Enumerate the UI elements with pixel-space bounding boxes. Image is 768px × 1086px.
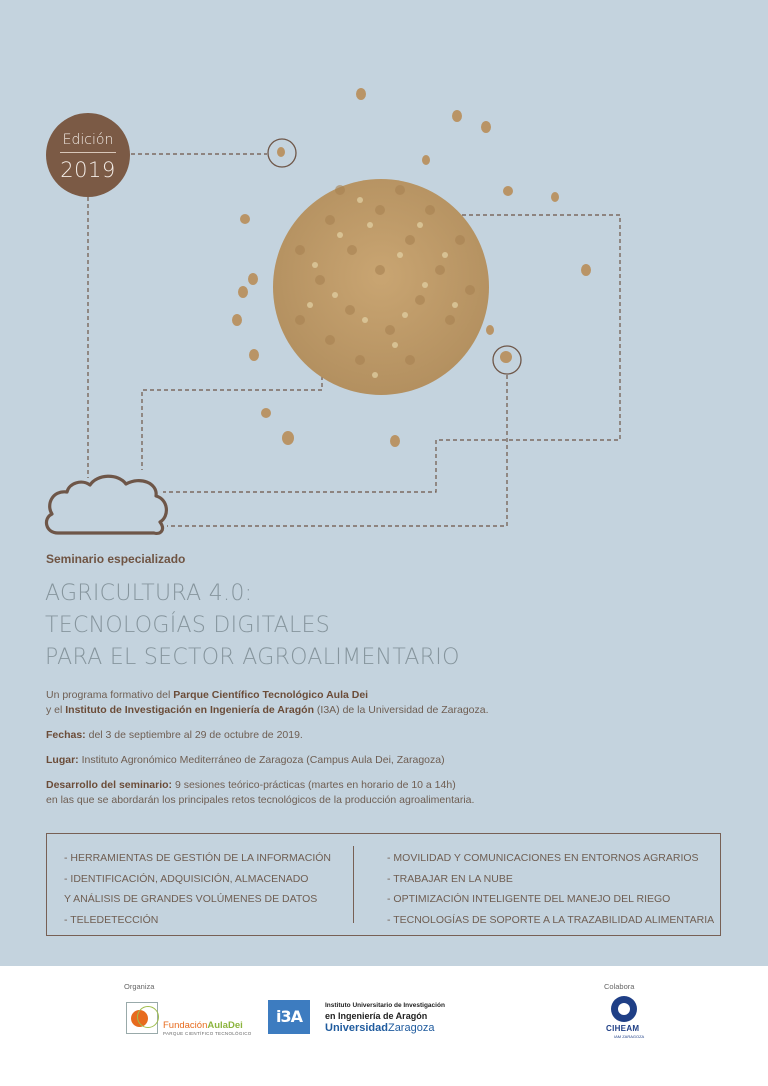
edition-year: 2019 bbox=[60, 158, 116, 182]
description bbox=[46, 688, 726, 818]
fad-emblem bbox=[126, 1002, 158, 1034]
topic-item: - TELEDETECCIÓN bbox=[64, 913, 159, 926]
topics-divider bbox=[353, 846, 354, 923]
buckwheat-pile bbox=[273, 179, 489, 395]
cloud-icon bbox=[46, 476, 166, 533]
colabora-label: Colabora bbox=[604, 982, 635, 991]
badge-divider bbox=[60, 152, 116, 153]
dates-value: del 3 de septiembre al 29 de octubre de 2019. bbox=[85, 729, 303, 741]
organiza-label: Organiza bbox=[124, 982, 155, 991]
topic-item: - TECNOLOGÍAS DE SOPORTE A LA TRAZABILIDAD ALIMENTARIA bbox=[387, 913, 715, 926]
title-line-3: PARA EL SECTOR AGROALIMENTARIO bbox=[45, 645, 460, 670]
intro-paragraph bbox=[46, 688, 726, 718]
topic-item: - HERRAMIENTAS DE GESTIÓN DE LA INFORMACIÓN bbox=[64, 852, 332, 864]
eyebrow: Seminario especializado bbox=[46, 552, 186, 566]
topic-item: - OPTIMIZACIÓN INTELIGENTE DEL MANEJO DEL RIEGO bbox=[387, 893, 671, 905]
i3a-university-bold: Universidad bbox=[325, 1022, 388, 1034]
intro-text-2: y el bbox=[46, 704, 66, 716]
edition-label: Edición bbox=[62, 132, 114, 148]
topic-item: Y ANÁLISIS DE GRANDES VOLÚMENES DE DATOS bbox=[64, 893, 318, 905]
topic-item: - MOVILIDAD Y COMUNICACIONES EN ENTORNOS AGRARIOS bbox=[387, 852, 699, 864]
ciheam-emblem bbox=[611, 996, 637, 1022]
fundacion-aula-dei-logo[interactable] bbox=[126, 1002, 250, 1034]
venue-paragraph bbox=[46, 753, 726, 768]
i3a-line-2: en Ingeniería de Aragón bbox=[325, 1011, 428, 1021]
institute-name: Instituto de Investigación en Ingeniería de Aragón bbox=[65, 704, 314, 716]
venue-value: Instituto Agronómico Mediterráneo de Zaragoza (Campus Aula Dei, Zaragoza) bbox=[78, 754, 445, 766]
dates-paragraph bbox=[46, 728, 726, 743]
organizer-name: Parque Científico Tecnológico Aula Dei bbox=[173, 689, 369, 701]
schedule-paragraph bbox=[46, 778, 726, 808]
fad-name-prefix: Fundación bbox=[163, 1020, 208, 1031]
ciheam-name: CIHEAM bbox=[606, 1024, 640, 1033]
seminar-title bbox=[45, 578, 460, 674]
dates-label: Fechas: bbox=[46, 729, 86, 741]
title-line-1: AGRICULTURA 4.0: bbox=[45, 581, 253, 606]
i3a-mark: i3A bbox=[268, 1000, 310, 1034]
topics-left-column bbox=[64, 848, 331, 930]
i3a-line-1: Instituto Universitario de Investigación bbox=[325, 1002, 445, 1009]
fad-name-bold: AulaDei bbox=[207, 1020, 243, 1031]
topics-box bbox=[46, 833, 721, 936]
topic-item: - TRABAJAR EN LA NUBE bbox=[387, 872, 513, 885]
fad-name bbox=[163, 1020, 243, 1031]
schedule-value: 9 sesiones teórico-prácticas (martes en horario de 10 a 14h) bbox=[172, 779, 456, 791]
topic-item: - IDENTIFICACIÓN, ADQUISICIÓN, ALMACENADO bbox=[64, 872, 309, 885]
i3a-university bbox=[325, 1022, 434, 1034]
edition-badge bbox=[46, 113, 130, 197]
schedule-label: Desarrollo del seminario: bbox=[46, 779, 173, 791]
intro-text-1: Un programa formativo del bbox=[46, 689, 174, 701]
venue-label: Lugar: bbox=[46, 754, 79, 766]
fad-arc bbox=[137, 1006, 159, 1028]
topics-right-column bbox=[387, 848, 714, 930]
ciheam-subtitle: IAM ZARAGOZA bbox=[614, 1034, 645, 1039]
fad-subtitle: PARQUE CIENTÍFICO TECNOLÓGICO bbox=[163, 1031, 252, 1036]
schedule-value-line-2: en las que se abordarán los principales retos tecnológicos de la producción agroalimentaria. bbox=[46, 794, 475, 806]
title-line-2: TECNOLOGÍAS DIGITALES bbox=[45, 613, 330, 638]
intro-text-3: (I3A) de la Universidad de Zaragoza. bbox=[314, 704, 489, 716]
i3a-university-rest: Zaragoza bbox=[387, 1022, 435, 1034]
